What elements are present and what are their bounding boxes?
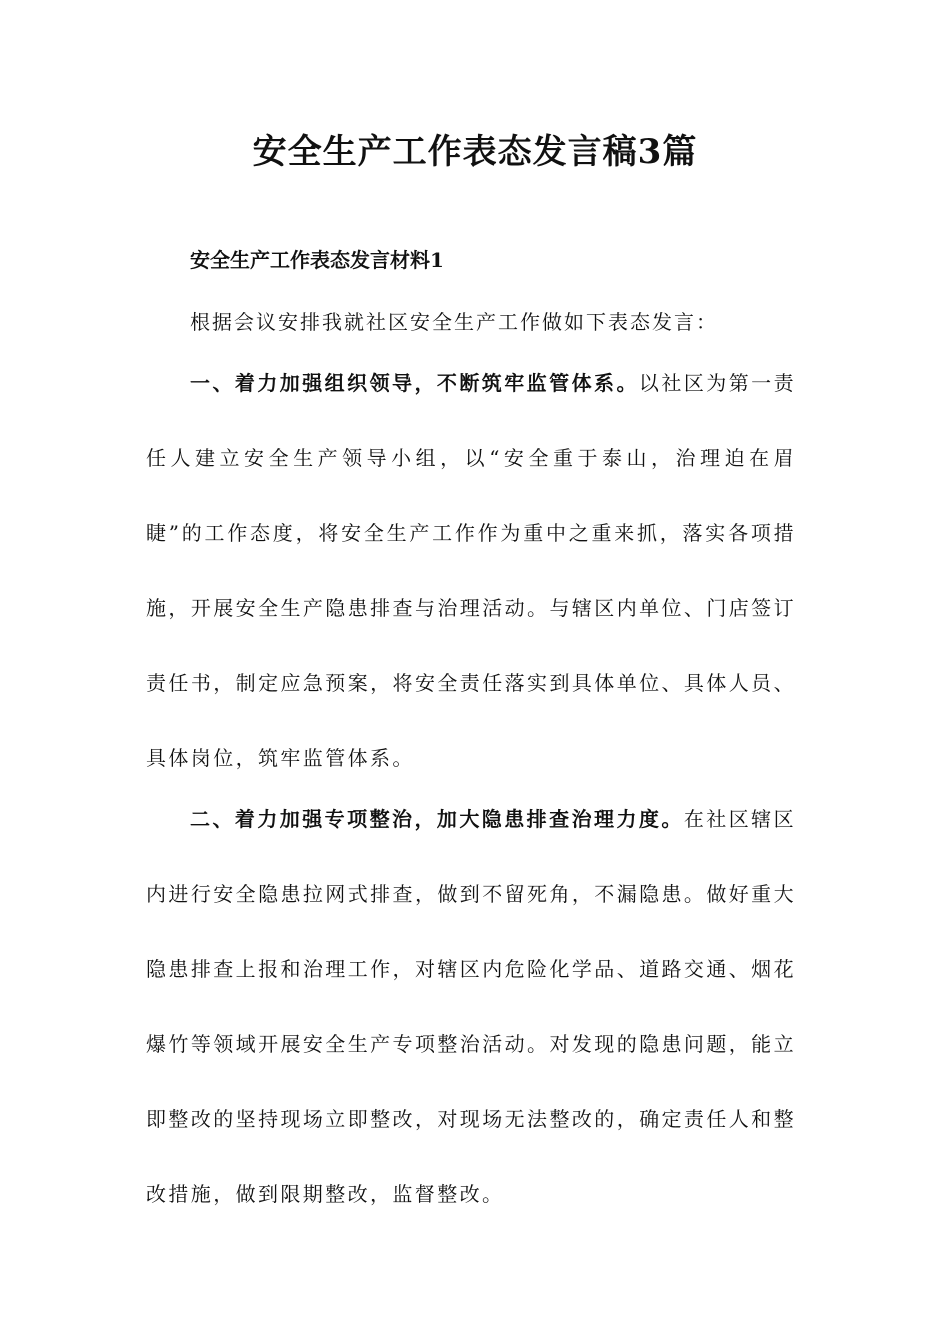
section-subheading: 安全生产工作表态发言材料1 <box>190 248 444 272</box>
document-title: 安全生产工作表态发言稿3篇 <box>252 132 698 172</box>
paragraph-body-text: 在社区辖区内进行安全隐患拉网式排查，做到不留死角，不漏隐患。做好重大隐患排查上报和治理工作，对辖区内危险化学品、道路交通、烟花爆竹等领域开展安全生产专项整治活动。对发现的隐患问题，能立即整改的坚持现场立即整改，对现场无法整改的，确定责任人和整改措施，做到限期整改，监督整改。 <box>146 807 796 1206</box>
paragraph-special-rectification <box>146 782 796 1232</box>
paragraph-lead-heading: 一、着力加强组织领导，不断筑牢监管体系。 <box>190 371 639 395</box>
intro-paragraph: 根据会议安排我就社区安全生产工作做如下表态发言： <box>190 310 718 334</box>
paragraph-lead-heading: 二、着力加强专项整治，加大隐患排查治理力度。 <box>190 807 684 831</box>
paragraph-organization-leadership <box>146 346 796 796</box>
paragraph-body-text: 以社区为第一责任人建立安全生产领导小组，以“安全重于泰山，治理迫在眉睫”的工作态度，将安全生产工作作为重中之重来抓，落实各项措施，开展安全生产隐患排查与治理活动。与辖区内单位、门店签订责任书，制定应急预案，将安全责任落实到具体单位、具体人员、具体岗位，筑牢监管体系。 <box>146 371 796 770</box>
